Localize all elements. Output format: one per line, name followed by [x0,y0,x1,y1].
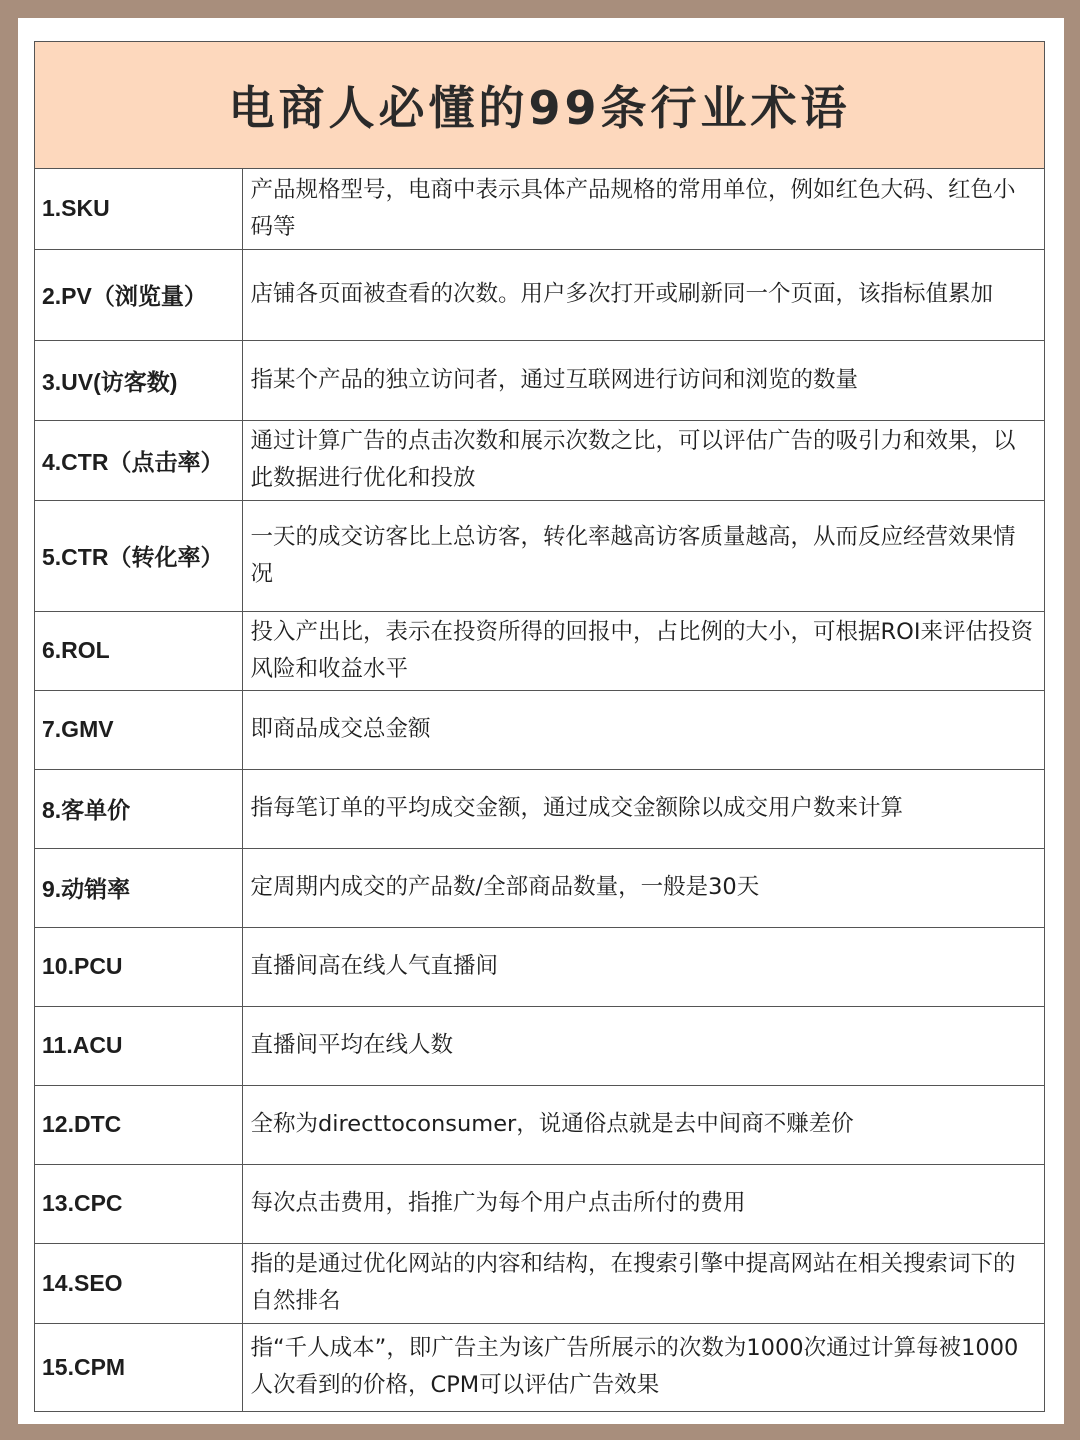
table-row [35,927,1044,1006]
glossary-sheet [34,41,1045,1412]
definition-cell: 定周期内成交的产品数/全部商品数量，一般是30天 [242,848,1044,927]
definition-cell: 一天的成交访客比上总访客，转化率越高访客质量越高，从而反应经营效果情况 [242,500,1044,611]
term-cell: 6.ROL [35,611,242,690]
table-row [35,249,1044,340]
term-cell: 12.DTC [35,1085,242,1164]
definition-cell: 指某个产品的独立访问者，通过互联网进行访问和浏览的数量 [242,340,1044,420]
term-cell: 15.CPM [35,1323,242,1411]
definition-cell: 直播间平均在线人数 [242,1006,1044,1085]
glossary-table [35,169,1044,1411]
table-row [35,1243,1044,1323]
term-cell: 1.SKU [35,169,242,249]
table-row [35,420,1044,500]
term-cell: 2.PV（浏览量） [35,249,242,340]
title-banner [35,42,1044,169]
definition-cell: 每次点击费用，指推广为每个用户点击所付的费用 [242,1164,1044,1243]
definition-cell: 即商品成交总金额 [242,690,1044,769]
term-cell: 9.动销率 [35,848,242,927]
term-cell: 14.SEO [35,1243,242,1323]
definition-cell: 指的是通过优化网站的内容和结构，在搜索引擎中提高网站在相关搜索词下的自然排名 [242,1243,1044,1323]
table-row [35,769,1044,848]
table-row [35,690,1044,769]
definition-cell: 投入产出比，表示在投资所得的回报中，占比例的大小，可根据ROI来评估投资风险和收益水平 [242,611,1044,690]
table-row [35,848,1044,927]
term-cell: 11.ACU [35,1006,242,1085]
term-cell: 7.GMV [35,690,242,769]
definition-cell: 店铺各页面被查看的次数。用户多次打开或刷新同一个页面，该指标值累加 [242,249,1044,340]
table-row [35,169,1044,249]
term-cell: 5.CTR（转化率） [35,500,242,611]
table-row [35,500,1044,611]
term-cell: 8.客单价 [35,769,242,848]
definition-cell: 指“千人成本”，即广告主为该广告所展示的次数为1000次通过计算每被1000人次看到的价格，CPM可以评估广告效果 [250,1335,1019,1399]
definition-cell: 全称为directtoconsumer，说通俗点就是去中间商不赚差价 [242,1085,1044,1164]
table-row [35,1323,1044,1411]
definition-cell: 产品规格型号，电商中表示具体产品规格的常用单位，例如红色大码、红色小码等 [242,169,1044,249]
term-cell: 10.PCU [35,927,242,1006]
table-row [35,611,1044,690]
term-cell: 13.CPC [35,1164,242,1243]
table-row [35,340,1044,420]
term-cell: 4.CTR（点击率） [35,420,242,500]
table-row [35,1164,1044,1243]
term-cell: 3.UV(访客数) [35,340,242,420]
definition-cell: 指每笔订单的平均成交金额，通过成交金额除以成交用户数来计算 [242,769,1044,848]
table-row [35,1085,1044,1164]
definition-cell: 通过计算广告的点击次数和展示次数之比，可以评估广告的吸引力和效果，以此数据进行优化和投放 [242,420,1044,500]
definition-cell: 直播间高在线人气直播间 [242,927,1044,1006]
table-row [35,1006,1044,1085]
page-title: 电商人必懂的99条行业术语 [228,81,851,135]
